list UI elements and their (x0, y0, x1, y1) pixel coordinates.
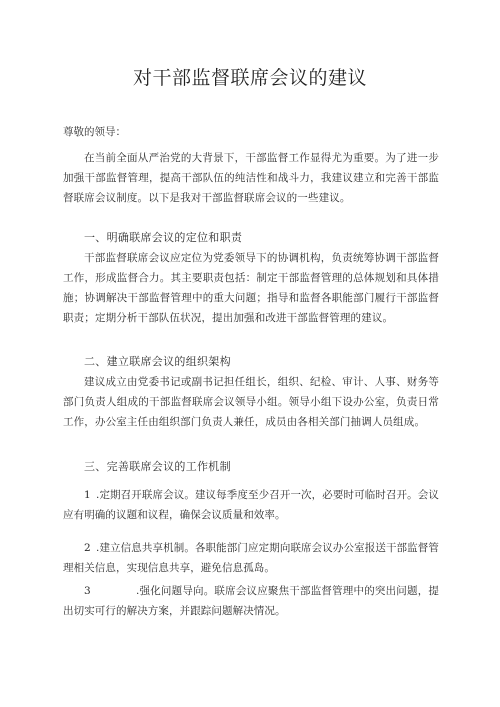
list-item-2 (63, 538, 439, 578)
salutation: 尊敬的领导： (63, 126, 126, 138)
list-item-1 (63, 485, 439, 525)
section-1-body: 干部监督联席会议应定位为党委领导下的协调机构，负责统筹协调干部监督工作，形成监督合力。其主要职责包括：制定干部监督管理的总体规划和具体措施；协调解决干部监督管理中的重大问题；指导和监督各职能部门履行干部监督职责；定期分析干部队伍状况，提出加强和改进干部监督管理的建议。 (63, 252, 439, 324)
section-3-heading: 三、完善联席会议的工作机制 (84, 460, 231, 473)
list-item-text: .强化问题导向。联席会议应聚焦干部监督管理中的突出问题，提出切实可行的解决方案，并跟踪问题解决情况。 (63, 585, 439, 617)
section-1-heading: 一、明确联席会议的定位和职责 (84, 231, 243, 244)
list-item-number: 2 (84, 542, 91, 554)
list-item-number: 3 (84, 585, 91, 597)
section-2-body: 建议成立由党委书记或副书记担任组长，组织、纪检、审计、人事、财务等部门负责人组成的干部监督联席会议领导小组。领导小组下设办公室，负责日常工作，办公室主任由组织部门负责人兼任，成员由各相关部门抽调人员组成。 (63, 376, 439, 428)
list-item-number: 1 (84, 489, 91, 501)
list-item-text: .定期召开联席会议。建议每季度至少召开一次，必要时可临时召开。会议应有明确的议题和议程，确保会议质量和效率。 (63, 489, 439, 521)
list-item-text: .建立信息共享机制。各职能部门应定期向联席会议办公室报送干部监督管理相关信息，实现信息共享，避免信息孤岛。 (63, 542, 439, 574)
section-2-heading: 二、建立联席会议的组织架构 (84, 355, 231, 368)
intro-paragraph: 在当前全面从严治党的大背景下，干部监督工作显得尤为重要。为了进一步加强干部监督管理，提高干部队伍的纯洁性和战斗力，我建议建立和完善干部监督联席会议制度。以下是我对干部监督联席会议的一些建议。 (63, 152, 439, 204)
document-title: 对干部监督联席会议的建议 (132, 67, 367, 89)
list-item-3 (63, 581, 439, 621)
